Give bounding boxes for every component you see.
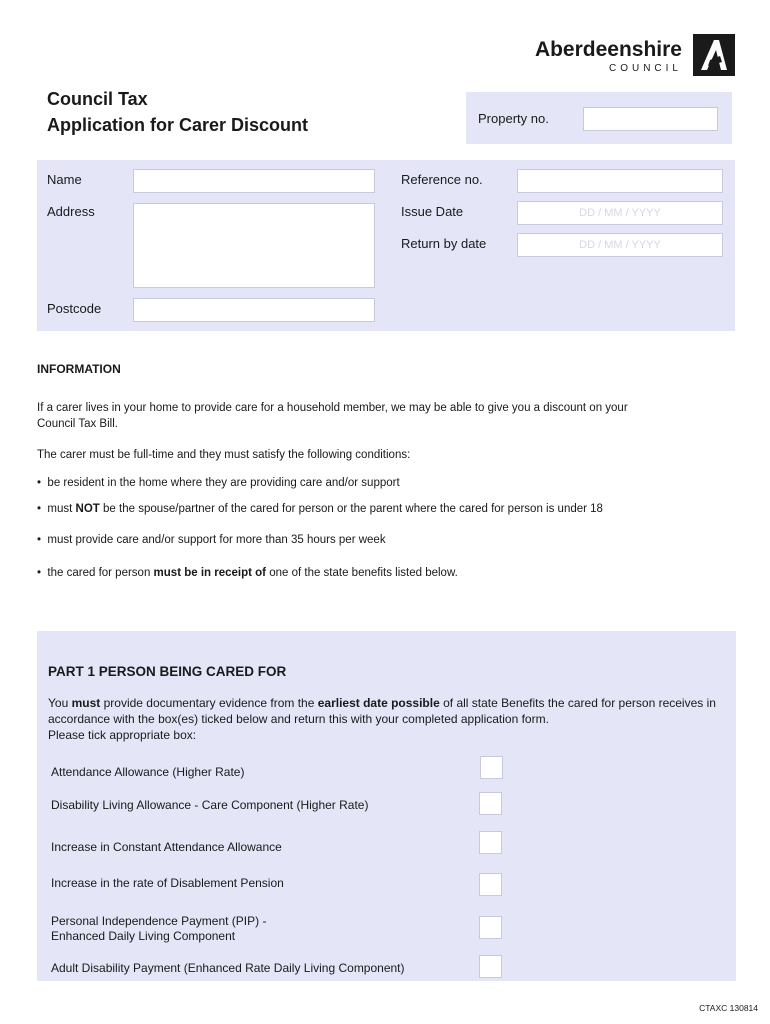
part1-text: provide documentary evidence from the xyxy=(100,696,318,710)
bullet-text-rest: one of the state benefits listed below. xyxy=(266,567,458,579)
page-title-line1: Council Tax xyxy=(47,89,148,109)
benefit-label-3: Increase in Constant Attendance Allowance xyxy=(51,840,282,854)
bullet-emphasis: must be in receipt of xyxy=(153,567,267,579)
information-heading: INFORMATION xyxy=(37,362,121,376)
return-date-input[interactable]: DD / MM / YYYY xyxy=(517,233,723,257)
part1-emphasis: must xyxy=(71,696,101,710)
postcode-label: Postcode xyxy=(47,301,102,316)
logo-sub: COUNCIL xyxy=(608,63,682,74)
name-input[interactable] xyxy=(133,169,375,193)
benefit-checkbox-1[interactable] xyxy=(480,756,503,779)
condition-bullet-1 xyxy=(37,477,400,489)
condition-bullet-4 xyxy=(37,567,458,579)
bullet-text: be resident in the home where they are providing care and/or support xyxy=(47,477,400,489)
benefit-label-5-line2: Enhanced Daily Living Component xyxy=(51,929,236,943)
issue-date-label: Issue Date xyxy=(401,204,464,219)
council-logo-text xyxy=(535,38,682,74)
part1-text: You xyxy=(48,696,72,710)
benefit-label-6: Adult Disability Payment (Enhanced Rate Daily Living Component) xyxy=(51,961,405,975)
bullet-emphasis: NOT xyxy=(75,503,100,515)
bullet-text: must xyxy=(47,503,76,515)
condition-bullet-3 xyxy=(37,534,386,546)
benefit-label-5-line1: Personal Independence Payment (PIP) - xyxy=(51,914,267,928)
part1-instructions xyxy=(48,695,728,743)
benefit-label-1: Attendance Allowance (Higher Rate) xyxy=(51,765,245,779)
reference-label: Reference no. xyxy=(401,172,483,187)
bullet-text: must provide care and/or support for more than 35 hours per week xyxy=(47,534,386,546)
condition-bullet-2 xyxy=(37,503,603,515)
benefit-checkbox-6[interactable] xyxy=(479,955,502,978)
bullet-marker: • xyxy=(37,503,42,515)
return-date-label: Return by date xyxy=(401,236,487,251)
benefit-label-2: Disability Living Allowance - Care Component (Higher Rate) xyxy=(51,798,369,812)
information-para2: The carer must be full-time and they must satisfy the following conditions: xyxy=(37,449,411,461)
reference-input[interactable] xyxy=(517,169,723,193)
benefit-checkbox-4[interactable] xyxy=(479,873,502,896)
logo-name: Aberdeenshire xyxy=(534,38,682,61)
part1-tick-instruction: Please tick appropriate box: xyxy=(48,728,197,742)
bullet-text: the cared for person xyxy=(47,567,154,579)
page-title-line2: Application for Carer Discount xyxy=(47,115,309,135)
benefit-label-4: Increase in the rate of Disablement Pension xyxy=(51,876,284,890)
address-input[interactable] xyxy=(133,203,375,288)
issue-date-input[interactable]: DD / MM / YYYY xyxy=(517,201,723,225)
part1-heading: PART 1 PERSON BEING CARED FOR xyxy=(48,664,287,679)
name-label: Name xyxy=(47,172,82,187)
information-para1 xyxy=(37,400,727,432)
form-code: CTAXC 130814 xyxy=(699,1003,758,1013)
bullet-marker: • xyxy=(37,534,42,546)
information-para1-line2: Council Tax Bill. xyxy=(37,418,118,430)
benefit-checkbox-2[interactable] xyxy=(479,792,502,815)
bullet-marker: • xyxy=(37,477,42,489)
benefit-checkbox-5[interactable] xyxy=(479,916,502,939)
council-logo-icon xyxy=(693,34,735,76)
benefit-label-5 xyxy=(51,914,266,944)
information-para1-line1: If a carer lives in your home to provide care for a household member, we may be able to give you a discount on your xyxy=(37,402,628,414)
bullet-text-rest: be the spouse/partner of the cared for person or the parent where the cared for person is under 18 xyxy=(99,503,603,515)
part1-emphasis: earliest date possible xyxy=(317,696,440,710)
address-label: Address xyxy=(47,204,95,219)
part1-text: of all state Benefits the cared for person receives in accordance with the box(es) ticked below and return this with your completed application form. xyxy=(48,696,716,726)
bullet-marker: • xyxy=(37,567,42,579)
property-label: Property no. xyxy=(478,111,549,126)
postcode-input[interactable] xyxy=(133,298,375,322)
benefit-checkbox-3[interactable] xyxy=(479,831,502,854)
property-input[interactable] xyxy=(583,107,718,131)
